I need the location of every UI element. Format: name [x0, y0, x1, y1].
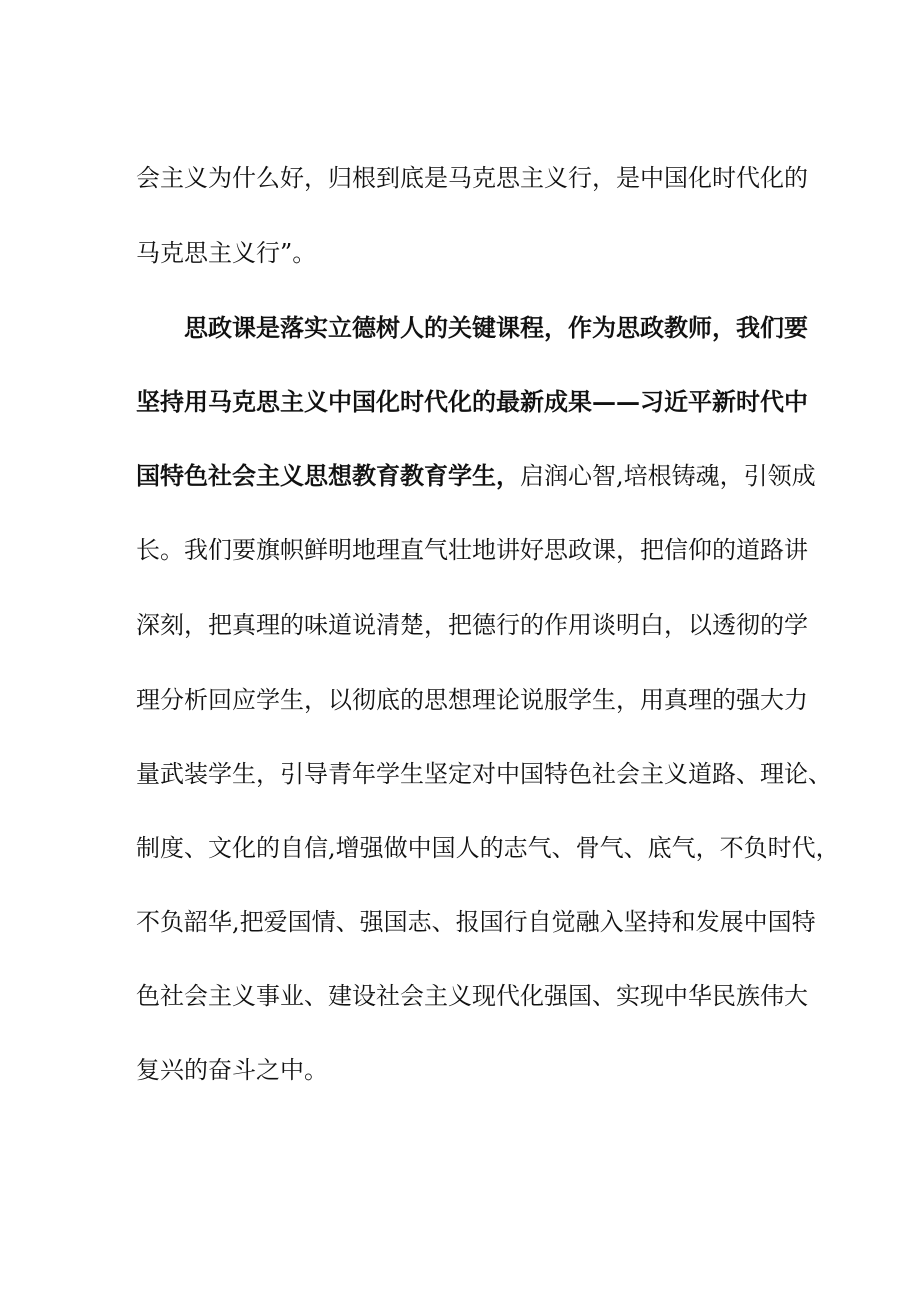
paragraph-1-line-1: 会主义为什么好，归根到底是马克思主义行，是中国化时代化的	[136, 164, 808, 192]
paragraph-2-line-3	[136, 456, 816, 496]
paragraph-2-line-6: 理分析回应学生，以彻底的思想理论说服学生，用真理的强大力	[136, 686, 808, 714]
paragraph-2-line-4: 长。我们要旗帜鲜明地理直气壮地讲好思政课，把信仰的道路讲	[136, 536, 808, 564]
paragraph-2-line-8: 制度、文化的自信,增强做中国人的志气、骨气、底气，不负时代，	[136, 834, 840, 862]
paragraph-2-line-2: 坚持用马克思主义中国化时代化的最新成果——习近平新时代中	[136, 387, 808, 416]
paragraph-2-line-5: 深刻，把真理的味道说清楚，把德行的作用谈明白，以透彻的学	[136, 611, 808, 639]
paragraph-2-line-10: 色社会主义事业、建设社会主义现代化强国、实现中华民族伟大	[136, 982, 808, 1010]
paragraph-2-line-9: 不负韶华,把爱国情、强国志、报国行自觉融入坚持和发展中国特	[136, 908, 816, 936]
paragraph-2-line-3-bold: 国特色社会主义思想教育教育学生，	[136, 461, 520, 490]
paragraph-2-line-11: 复兴的奋斗之中。	[136, 1056, 328, 1084]
paragraph-2-line-7: 量武装学生，引导青年学生坚定对中国特色社会主义道路、理论、	[136, 760, 832, 788]
paragraph-1-line-2: 马克思主义行”。	[136, 239, 317, 267]
paragraph-2-line-1: 思政课是落实立德树人的关键课程，作为思政教师，我们要	[184, 313, 808, 342]
paragraph-2-line-3-rest: 启润心智,培根铸魂，引领成	[520, 462, 816, 490]
